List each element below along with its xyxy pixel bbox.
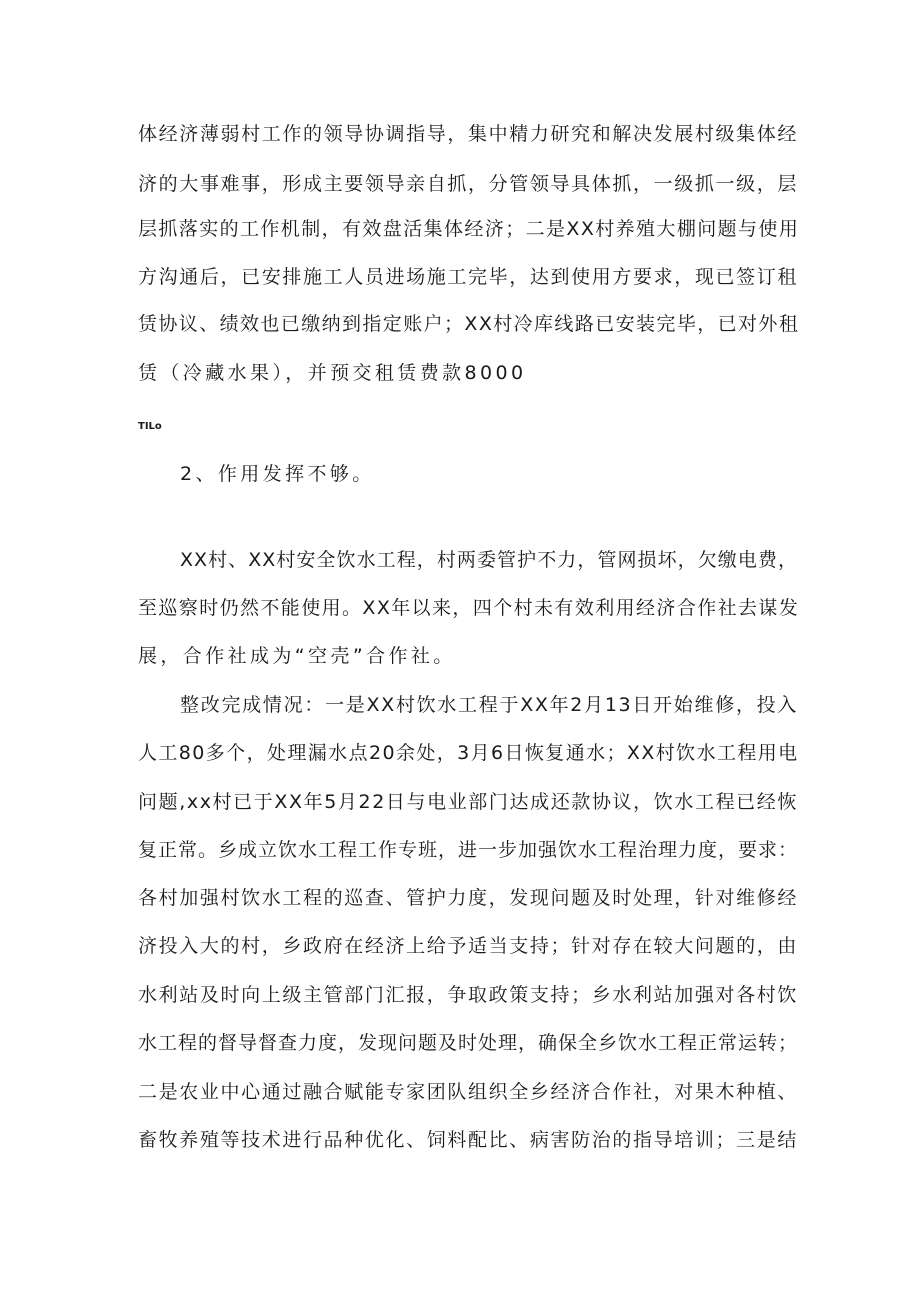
paragraph-3-line-1: 整改完成情况：一是XX村饮水工程于XX年2月13日开始维修，投入 <box>180 694 798 716</box>
paragraph-2-line-3: 展，合作社成为“空壳”合作社。 <box>138 645 456 667</box>
paragraph-3-line-2: 人工80多个，处理漏水点20余处，3月6日恢复通水；XX村饮水工程用电 <box>138 742 799 764</box>
paragraph-2-line-2: 至巡察时仍然不能使用。XX年以来，四个村未有效利用经济合作社去谋发 <box>138 597 800 619</box>
paragraph-1-line-6: 赁（冷藏水果），并预交租赁费款8000 <box>138 362 527 384</box>
paragraph-1-line-4: 方沟通后，已安排施工人员进场施工完毕，达到使用方要求，现已签订租 <box>138 266 798 288</box>
paragraph-3-line-10: 畜牧养殖等技术进行品种优化、饲料配比、病害防治的指导培训；三是结 <box>138 1129 798 1151</box>
paragraph-3-line-4: 复正常。乡成立饮水工程工作专班，进一步加强饮水工程治理力度，要求： <box>138 839 799 861</box>
paragraph-1-line-1: 体经济薄弱村工作的领导协调指导，集中精力研究和解决发展村级集体经 <box>138 123 798 145</box>
paragraph-3-line-9: 二是农业中心通过融合赋能专家团队组织全乡经济合作社，对果木种植、 <box>138 1081 798 1103</box>
paragraph-1-line-2: 济的大事难事，形成主要领导亲自抓，分管领导具体抓，一级抓一级，层 <box>138 173 798 195</box>
paragraph-3-line-7: 水利站及时向上级主管部门汇报，争取政策支持；乡水利站加强对各村饮 <box>138 984 798 1006</box>
paragraph-3-line-3: 问题,xx村已于XX年5月22日与电业部门达成还款协议，饮水工程已经恢 <box>138 791 798 813</box>
paragraph-3-line-8: 水工程的督导督查力度，发现问题及时处理，确保全乡饮水工程正常运转； <box>138 1032 799 1054</box>
paragraph-1-line-5: 赁协议、绩效也已缴纳到指定账户；XX村冷库线路已安装完毕，已对外租 <box>138 313 800 335</box>
paragraph-1-line-3: 层抓落实的工作机制，有效盘活集体经济；二是XX村养殖大棚问题与使用 <box>138 218 800 240</box>
section-heading-2: 2、作用发挥不够。 <box>180 463 375 485</box>
paragraph-2-line-1: XX村、XX村安全饮水工程，村两委管护不力，管网损坏，欠缴电费， <box>180 549 798 571</box>
paragraph-3-line-5: 各村加强村饮水工程的巡查、管护力度，发现问题及时处理，针对维修经 <box>138 887 798 909</box>
paragraph-3-line-6: 济投入大的村，乡政府在经济上给予适当支持；针对存在较大问题的，由 <box>138 935 798 957</box>
stray-note: TILo <box>138 421 162 432</box>
